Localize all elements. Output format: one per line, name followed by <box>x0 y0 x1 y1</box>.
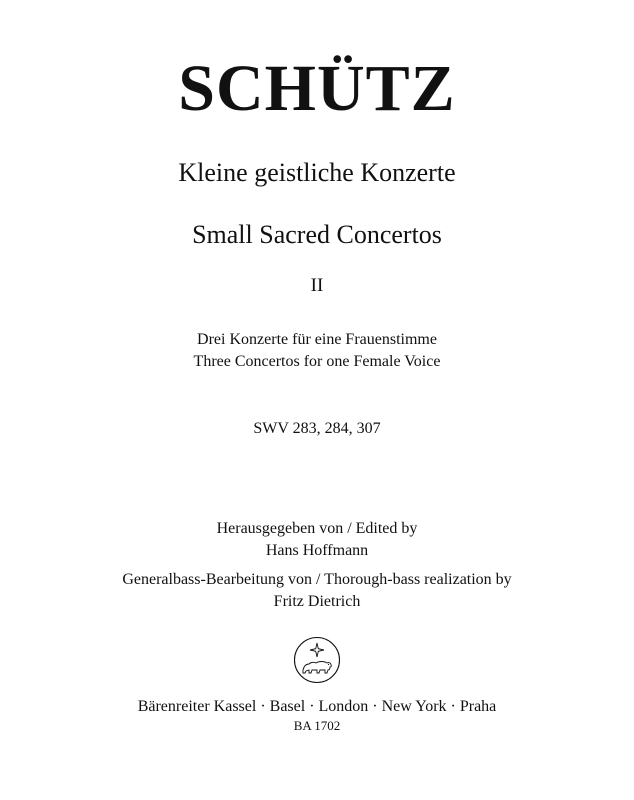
continuo-label: Generalbass-Bearbeitung von / Thorough-bass realization by <box>122 571 512 588</box>
edition-number: BA 1702 <box>293 718 341 733</box>
composer-name: SCHÜTZ <box>178 52 456 125</box>
title-german: Kleine geistliche Konzerte <box>178 158 456 187</box>
title-english: Small Sacred Concertos <box>192 220 442 249</box>
subtitle-german: Drei Konzerte für eine Frauenstimme <box>197 331 437 348</box>
edited-by-label: Herausgegeben von / Edited by <box>216 520 418 537</box>
publisher-imprint: Bärenreiter Kassel · Basel · London · New York · Praha <box>137 698 497 715</box>
editor-name: Hans Hoffmann <box>265 542 369 559</box>
publisher-logo-icon <box>293 636 341 684</box>
subtitle-english: Three Concertos for one Female Voice <box>193 353 441 370</box>
volume-number: II <box>310 275 324 296</box>
continuo-arranger-name: Fritz Dietrich <box>273 593 361 610</box>
swv-catalog-numbers: SWV 283, 284, 307 <box>253 420 381 437</box>
